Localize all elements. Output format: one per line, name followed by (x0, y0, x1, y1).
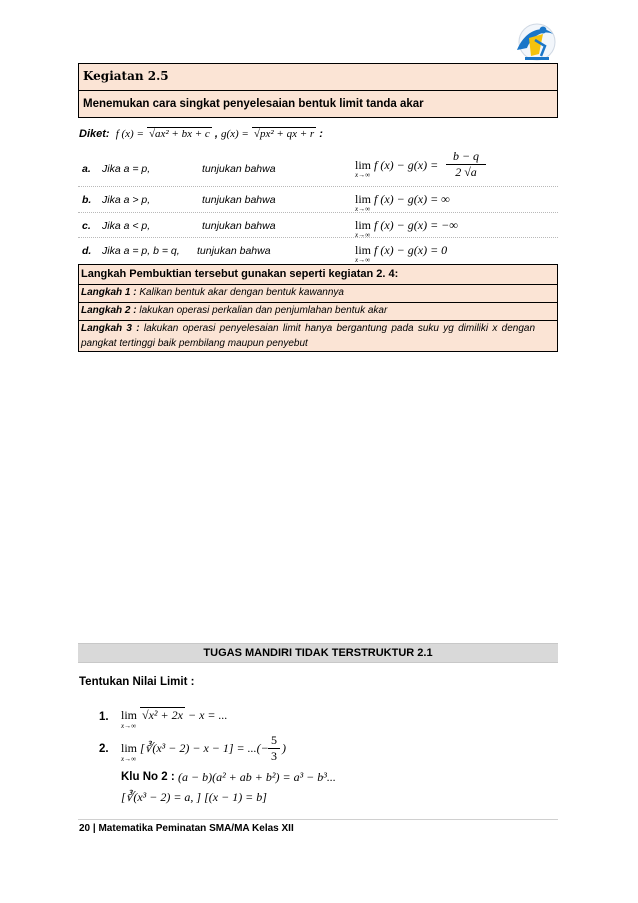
langkah-2: Langkah 2 : lakukan operasi perkalian dan penjumlahan bentuk akar (81, 305, 388, 316)
langkah-box (78, 264, 558, 352)
kegiatan-header-box (78, 63, 558, 118)
klu-expression: (a − b)(a² + ab + b²) = a³ − b³... (178, 770, 336, 784)
divider (79, 90, 557, 91)
kegiatan-subtitle: Menemukan cara singkat penyelesaian bentuk limit tanda akar (83, 98, 424, 110)
langkah-3: Langkah 3 : lakukan operasi penyelesaian limit hanya bergantung pada suku yg dimiliki x dengan (81, 323, 536, 334)
case-b-expression: lim f (x) − g(x) = ∞ x→∞ (355, 192, 450, 213)
case-a: a. Jika a = p, tunjukan bahwa (82, 163, 276, 175)
diket-comma: , (214, 128, 218, 140)
divider (78, 237, 558, 238)
langkah-3-cont: pangkat tertinggi baik pembilang maupun penyebut (81, 338, 308, 349)
langkah-heading: Langkah Pembuktian tersebut gunakan seperti kegiatan 2. 4: (81, 268, 399, 280)
case-b: b. Jika a > p, tunjukan bahwa (82, 194, 276, 206)
g-radicand: √px² + qx + r (253, 128, 315, 140)
klu-line2: [∛(x³ − 2) = a, ] [(x − 1) = b] (121, 790, 267, 804)
footer-divider (78, 819, 558, 820)
case-c: c. Jika a < p, tunjukan bahwa (82, 220, 276, 232)
klu-label: Klu No 2 : (121, 771, 175, 783)
diket-colon: : (319, 128, 323, 140)
q2-lim-sub: x→∞ (121, 755, 137, 763)
divider (79, 302, 557, 303)
q1-expression: lim √x² + 2x − x = ... (121, 708, 228, 722)
g-lhs: g(x) = (220, 128, 249, 140)
footer-text: 20 | Matematika Peminatan SMA/MA Kelas XII (79, 823, 294, 834)
diket-label: Diket: (79, 128, 110, 140)
q1-lim-sub: x→∞ (121, 722, 137, 730)
q2-expression: lim [∛(x³ − 2) − x − 1] = ...(− (121, 741, 269, 755)
divider (79, 284, 557, 285)
f-lhs: f (x) = (115, 128, 144, 140)
divider (79, 320, 557, 321)
diket-line (79, 128, 323, 140)
case-c-expression: lim f (x) − g(x) = −∞ x→∞ (355, 218, 458, 239)
divider (78, 186, 558, 187)
tut-wuri-logo (509, 20, 561, 66)
case-d-expression: lim f (x) − g(x) = 0 x→∞ (355, 243, 448, 264)
kegiatan-title: Kegiatan 2.5 (83, 69, 169, 83)
tugas-title-bar: TUGAS MANDIRI TIDAK TERSTRUKTUR 2.1 (78, 643, 558, 663)
case-a-fraction: $\frac{b - q}{2 √a}$ (446, 149, 486, 180)
tugas-instruction: Tentukan Nilai Limit : (79, 676, 195, 688)
f-radicand: √ax² + bx + c (148, 128, 210, 140)
q2-number: 2. (99, 743, 109, 755)
divider (78, 212, 558, 213)
q1-number: 1. (99, 711, 109, 723)
case-d: d. Jika a = p, b = q, tunjukan bahwa (82, 245, 271, 257)
langkah-1: Langkah 1 : Kalikan bentuk akar dengan bentuk kawannya (81, 287, 344, 298)
case-a-expression: lim f (x) − g(x) = x→∞ (355, 158, 439, 179)
q2-fraction: $\frac{5}{3}$ (268, 733, 280, 764)
q2-close: ) (282, 741, 286, 755)
